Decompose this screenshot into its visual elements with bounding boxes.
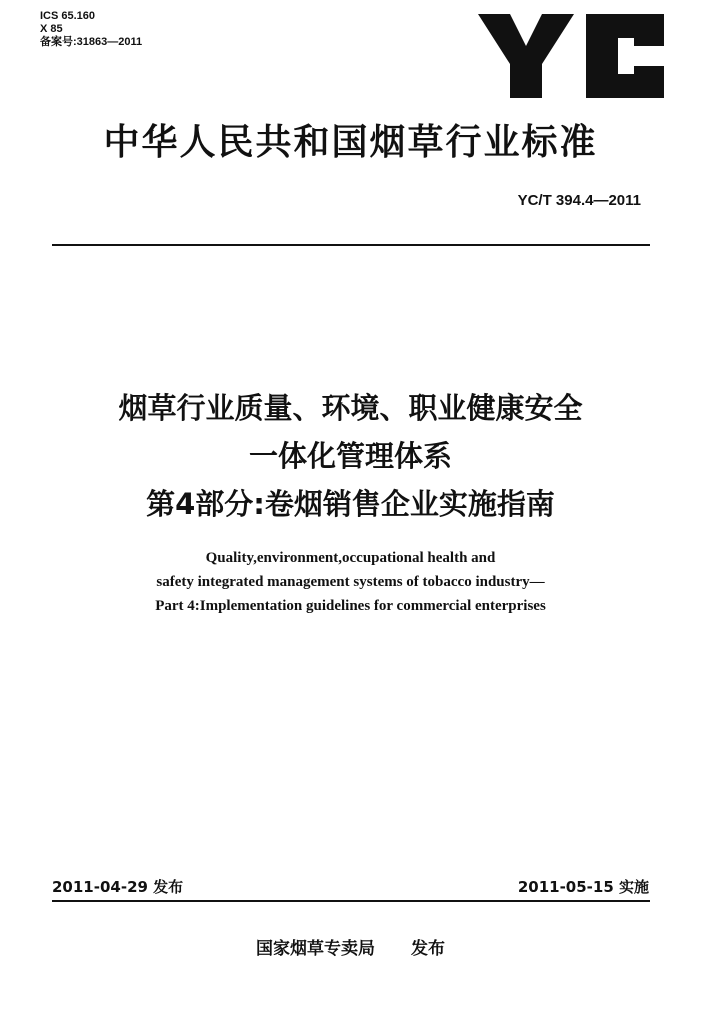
organization-title: 中华人民共和国烟草行业标准	[103, 122, 598, 163]
issuer-action: 发布	[411, 939, 445, 959]
issuer-line	[0, 934, 701, 959]
logo-letter-y	[478, 14, 574, 98]
logo-letter-c	[586, 14, 664, 98]
chinese-title-line1: 烟草行业质量、环境、职业健康安全	[118, 391, 583, 425]
chinese-title-line2: 一体化管理体系	[248, 439, 452, 473]
chinese-title-line3: 第4部分:卷烟销售企业实施指南	[146, 487, 555, 521]
ics-code: ICS 65.160	[40, 10, 96, 22]
english-title-line3: Part 4:Implementation guidelines for commercial enterprises	[155, 598, 546, 614]
top-divider	[52, 244, 650, 246]
standard-number: YC/T 394.4—2011	[517, 192, 641, 209]
bottom-divider	[52, 900, 650, 902]
issue-date: 2011-04-29 发布	[52, 878, 184, 896]
classification-codes	[40, 10, 142, 49]
english-title	[0, 546, 701, 618]
yc-logo	[478, 6, 668, 106]
issuer-name: 国家烟草专卖局	[256, 939, 375, 959]
english-title-line2: safety integrated management systems of tobacco industry—	[156, 574, 545, 590]
classification-code: X 85	[40, 23, 63, 35]
english-title-line1: Quality,environment,occupational health and	[205, 550, 496, 566]
implementation-date: 2011-05-15 实施	[517, 878, 649, 896]
chinese-title	[0, 384, 701, 528]
record-number: 备案号:31863—2011	[40, 36, 143, 48]
